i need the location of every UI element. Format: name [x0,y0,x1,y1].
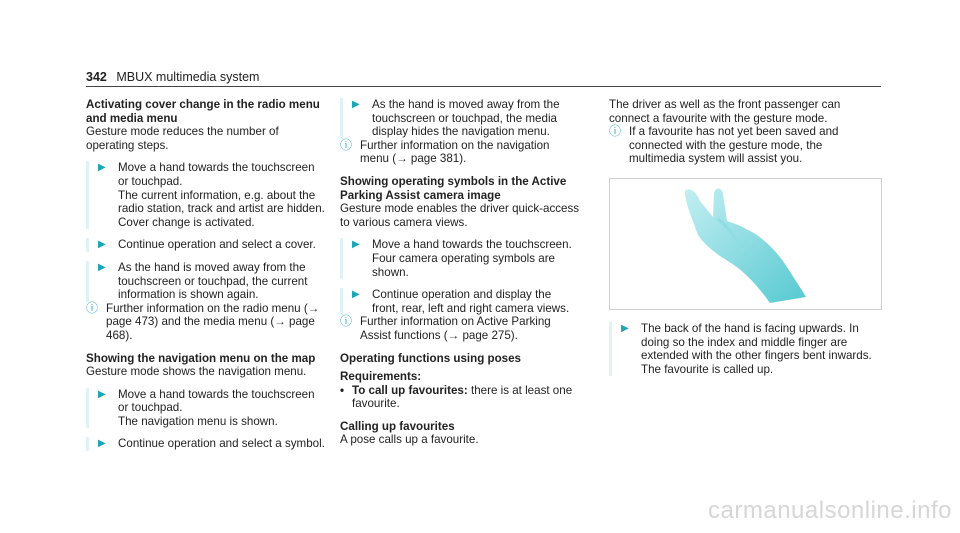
instruction-step [86,437,326,451]
section-intro: Gesture mode shows the navigation menu. [86,365,307,379]
gesture-hand-icon [610,179,881,309]
page-header-title: MBUX multimedia system [116,70,260,84]
section-intro: A pose calls up a favourite. [340,433,479,447]
page-header [86,70,259,84]
section-intro: Gesture mode reduces the number of operating steps. [86,125,279,152]
step-text: Move a hand towards the touchscreen or touchpad. [118,387,315,415]
step-bar [86,261,89,302]
requirement-text: there is at least one favourite. [352,383,573,411]
play-arrow-icon: ▶ [352,99,360,110]
step-text: The back of the hand is facing upwards. In doing so the index and middle finger are extended with the other fingers bent inwards. [641,321,872,363]
step-bar [86,161,89,229]
instruction-step [340,238,580,279]
note-text: Further information on the radio menu (→ page 473) and the media menu (→ page 468). [106,301,320,342]
play-arrow-icon: ▶ [98,388,106,400]
note-text: Further information on the navigation menu (→ page 381). [360,138,550,166]
play-arrow-icon: ▶ [621,322,629,334]
play-arrow-icon: ▶ [352,289,360,301]
section-heading: Showing the navigation menu on the map [86,351,316,365]
step-bar [86,437,89,451]
step-text: As the hand is moved away from the touchscreen or touchpad, the media display hides the navigation menu. [372,98,560,139]
step-text: Continue operation and display the front, rear, left and right camera views. [372,288,570,315]
info-icon: ⓘ [609,124,622,139]
column-2 [340,98,580,447]
play-arrow-icon: ▶ [352,239,360,251]
requirement-item [340,384,580,411]
step-text: Move a hand towards the touchscreen. [372,238,572,252]
note-text: Further information on Active Parking Assist functions (→ page 275). [360,315,551,342]
step-text: As the hand is moved away from the touchscreen or touchpad, the current information is shown again. [118,260,308,302]
section-intro: Gesture mode enables the driver quick-access to various camera views. [340,202,580,229]
instruction-step [86,261,326,302]
watermark-text: carmanualsonline.info [708,497,952,524]
step-bar [86,238,89,252]
play-arrow-icon: ▶ [98,438,106,450]
header-divider [86,86,881,87]
play-arrow-icon: ▶ [98,239,106,251]
bullet-icon: • [340,383,345,397]
step-bar [340,288,343,315]
step-text: Move a hand towards the touchscreen or touchpad. [118,161,315,188]
step-bar [340,98,343,139]
section-heading: Activating cover change in the radio menu and media menu [86,98,320,125]
step-bar [340,238,343,279]
play-arrow-icon: ▶ [98,261,106,273]
step-result: The favourite is called up. [641,362,774,376]
instruction-step [609,322,881,376]
step-result: The current information, e.g. about the radio station, track and artist are hidden. Cover change is activated. [118,188,325,229]
instruction-step [86,238,326,252]
info-note [609,125,881,166]
column-3 [609,98,881,376]
info-note [340,139,580,166]
instruction-step [86,388,326,429]
step-result: Four camera operating symbols are shown. [372,251,556,279]
column-1 [86,98,326,451]
page-number: 342 [86,70,107,84]
step-text: Continue operation and select a cover. [118,238,316,252]
step-bar [86,388,89,429]
section-heading: Calling up favourites [340,419,455,433]
gesture-figure [609,178,882,310]
step-bar [609,322,612,376]
instruction-step [340,288,580,315]
step-text: Continue operation and select a symbol. [118,437,325,451]
instruction-step [340,98,580,139]
info-icon: ⓘ [340,314,353,329]
requirement-title: To call up favourites: [352,383,468,397]
info-note [340,315,580,342]
step-result: The navigation menu is shown. [118,414,278,428]
section-heading: Operating functions using poses [340,351,522,365]
requirements-label: Requirements: [340,370,422,384]
info-icon: ⓘ [86,300,99,315]
section-intro: The driver as well as the front passenger can connect a favourite with the gesture mode. [609,98,841,125]
info-icon: ⓘ [340,137,353,152]
play-arrow-icon: ▶ [98,162,106,174]
note-text: If a favourite has not yet been saved and connected with the gesture mode, the multimedia system will assist you. [629,125,839,166]
section-heading: Showing operating symbols in the Active Parking Assist camera image [340,174,567,202]
instruction-step [86,161,326,229]
info-note [86,302,326,343]
